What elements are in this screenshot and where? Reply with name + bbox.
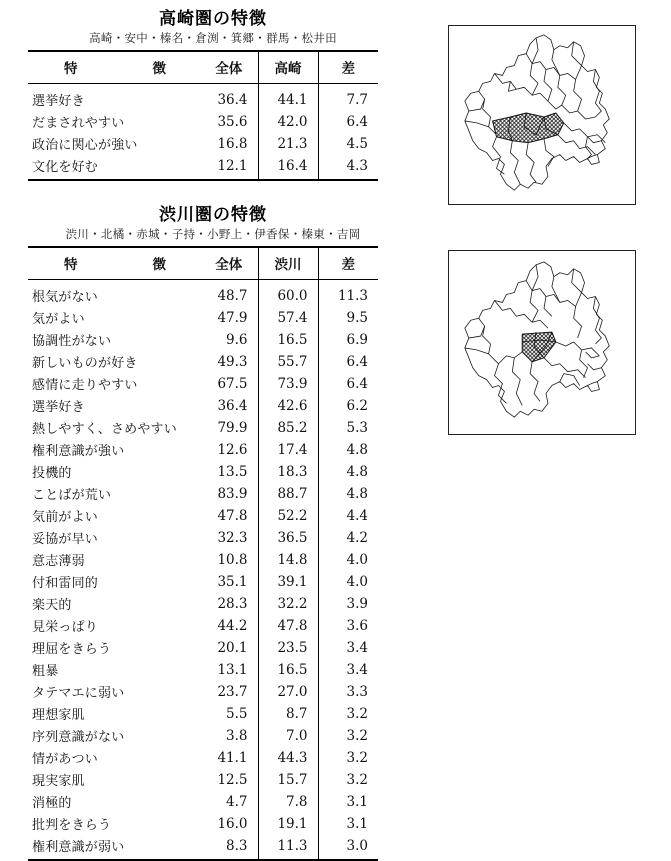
table-row (28, 659, 378, 681)
value-overall: 36.4 (200, 395, 258, 417)
table-title-takasaki: 高崎圏の特徴 (159, 9, 267, 29)
row-label: 批判をきらう (28, 813, 200, 835)
value-area: 16.5 (258, 659, 318, 681)
value-area: 23.5 (258, 637, 318, 659)
table-row (28, 615, 378, 637)
table-header-row (28, 247, 378, 280)
table-row (28, 703, 378, 725)
value-overall: 9.6 (200, 329, 258, 351)
table-title-shibukawa: 渋川圏の特徴 (159, 205, 267, 225)
value-overall: 3.8 (200, 725, 258, 747)
column-header-feature: 特 徴 (28, 247, 200, 280)
value-overall: 49.3 (200, 351, 258, 373)
value-difference: 5.3 (318, 417, 378, 439)
value-overall: 8.3 (200, 835, 258, 860)
table-row (28, 155, 378, 180)
value-difference: 3.9 (318, 593, 378, 615)
value-area: 16.4 (258, 155, 318, 180)
row-label: 妥協が早い (28, 527, 200, 549)
row-label: 協調性がない (28, 329, 200, 351)
value-overall: 4.7 (200, 791, 258, 813)
value-area: 7.0 (258, 725, 318, 747)
table-subtitle-takasaki: 高崎・安中・榛名・倉渕・箕郷・群馬・松井田 (89, 31, 337, 45)
value-difference: 4.3 (318, 155, 378, 180)
table-row (28, 593, 378, 615)
row-label: 意志薄弱 (28, 549, 200, 571)
row-label: 投機的 (28, 461, 200, 483)
value-difference: 3.2 (318, 747, 378, 769)
row-label: だまされやすい (28, 111, 200, 133)
value-difference: 6.4 (318, 373, 378, 395)
row-label: ことばが荒い (28, 483, 200, 505)
value-difference: 6.2 (318, 395, 378, 417)
table-row (28, 813, 378, 835)
table-block-takasaki (0, 4, 420, 181)
row-label: 権利意識が強い (28, 439, 200, 461)
value-difference: 3.4 (318, 637, 378, 659)
value-overall: 47.8 (200, 505, 258, 527)
row-label: 気前がよい (28, 505, 200, 527)
value-difference: 4.8 (318, 439, 378, 461)
map-shibukawa-region (448, 250, 636, 435)
row-label: 粗暴 (28, 659, 200, 681)
value-area: 39.1 (258, 571, 318, 593)
row-label: 理想家肌 (28, 703, 200, 725)
row-label: 選挙好き (28, 395, 200, 417)
table-row (28, 84, 378, 111)
value-overall: 79.9 (200, 417, 258, 439)
column-header-overall: 全体 (200, 247, 258, 280)
row-label: 現実家肌 (28, 769, 200, 791)
table-row (28, 417, 378, 439)
value-overall: 16.0 (200, 813, 258, 835)
value-area: 55.7 (258, 351, 318, 373)
value-overall: 67.5 (200, 373, 258, 395)
value-overall: 44.2 (200, 615, 258, 637)
table-header-row (28, 51, 378, 84)
table-row (28, 549, 378, 571)
value-area: 44.3 (258, 747, 318, 769)
row-label: 感情に走りやすい (28, 373, 200, 395)
value-area: 8.7 (258, 703, 318, 725)
value-difference: 6.4 (318, 351, 378, 373)
table-row (28, 111, 378, 133)
value-area: 14.8 (258, 549, 318, 571)
value-overall: 47.9 (200, 307, 258, 329)
row-label: 根気がない (28, 280, 200, 307)
row-label: 理屈をきらう (28, 637, 200, 659)
table-row (28, 527, 378, 549)
value-area: 7.8 (258, 791, 318, 813)
value-difference: 4.2 (318, 527, 378, 549)
value-difference: 3.2 (318, 769, 378, 791)
column-header-overall: 全体 (200, 51, 258, 84)
value-overall: 13.1 (200, 659, 258, 681)
table-row (28, 280, 378, 307)
column-header-area: 渋川 (258, 247, 318, 280)
value-overall: 48.7 (200, 280, 258, 307)
table-row (28, 329, 378, 351)
value-difference: 3.2 (318, 725, 378, 747)
value-overall: 12.6 (200, 439, 258, 461)
value-difference: 3.4 (318, 659, 378, 681)
map-takasaki-region (448, 25, 636, 205)
table-subtitle-shibukawa: 渋川・北橘・赤城・子持・小野上・伊香保・榛東・吉岡 (65, 227, 361, 241)
value-difference: 6.9 (318, 329, 378, 351)
value-overall: 36.4 (200, 84, 258, 111)
value-difference: 11.3 (318, 280, 378, 307)
table-row (28, 395, 378, 417)
column-header-area: 高崎 (258, 51, 318, 84)
value-overall: 28.3 (200, 593, 258, 615)
stat-table-shibukawa (28, 246, 378, 859)
value-overall: 12.1 (200, 155, 258, 180)
value-difference: 3.1 (318, 813, 378, 835)
stat-table-takasaki (28, 50, 378, 179)
value-area: 17.4 (258, 439, 318, 461)
value-area: 47.8 (258, 615, 318, 637)
row-label: 文化を好む (28, 155, 200, 180)
table-row (28, 133, 378, 155)
table-row (28, 439, 378, 461)
value-difference: 6.4 (318, 111, 378, 133)
row-label: 付和雷同的 (28, 571, 200, 593)
table-row (28, 769, 378, 791)
table-row (28, 681, 378, 703)
value-difference: 3.6 (318, 615, 378, 637)
row-label: 選挙好き (28, 84, 200, 111)
value-area: 19.1 (258, 813, 318, 835)
value-difference: 4.0 (318, 571, 378, 593)
value-overall: 35.6 (200, 111, 258, 133)
table-row (28, 461, 378, 483)
table-row (28, 725, 378, 747)
value-difference: 4.8 (318, 483, 378, 505)
row-label: 政治に関心が強い (28, 133, 200, 155)
value-overall: 13.5 (200, 461, 258, 483)
row-label: 序列意識がない (28, 725, 200, 747)
value-area: 27.0 (258, 681, 318, 703)
row-label: 情があつい (28, 747, 200, 769)
value-overall: 35.1 (200, 571, 258, 593)
value-area: 57.4 (258, 307, 318, 329)
value-area: 60.0 (258, 280, 318, 307)
table-row (28, 483, 378, 505)
value-overall: 12.5 (200, 769, 258, 791)
row-label: 熱しやすく、さめやすい (28, 417, 200, 439)
value-area: 42.6 (258, 395, 318, 417)
table-row (28, 835, 378, 860)
table-bottom-rule (28, 179, 378, 181)
value-difference: 3.1 (318, 791, 378, 813)
row-label: 気がよい (28, 307, 200, 329)
value-difference: 3.0 (318, 835, 378, 860)
row-label: 楽天的 (28, 593, 200, 615)
value-difference: 3.3 (318, 681, 378, 703)
table-row (28, 505, 378, 527)
table-row (28, 747, 378, 769)
column-header-difference: 差 (318, 247, 378, 280)
value-area: 88.7 (258, 483, 318, 505)
value-overall: 20.1 (200, 637, 258, 659)
gunma-prefecture-map-takasaki (449, 26, 635, 204)
value-area: 32.2 (258, 593, 318, 615)
value-overall: 10.8 (200, 549, 258, 571)
value-area: 85.2 (258, 417, 318, 439)
value-difference: 7.7 (318, 84, 378, 111)
table-row (28, 637, 378, 659)
value-overall: 32.3 (200, 527, 258, 549)
value-overall: 83.9 (200, 483, 258, 505)
row-label: 見栄っぱり (28, 615, 200, 637)
value-difference: 4.8 (318, 461, 378, 483)
value-difference: 4.4 (318, 505, 378, 527)
table-row (28, 373, 378, 395)
value-area: 11.3 (258, 835, 318, 860)
value-area: 52.2 (258, 505, 318, 527)
row-label: 消極的 (28, 791, 200, 813)
column-header-feature: 特 徴 (28, 51, 200, 84)
maps-column (430, 0, 671, 800)
value-area: 21.3 (258, 133, 318, 155)
value-area: 16.5 (258, 329, 318, 351)
value-difference: 4.5 (318, 133, 378, 155)
value-area: 73.9 (258, 373, 318, 395)
value-area: 36.5 (258, 527, 318, 549)
value-area: 44.1 (258, 84, 318, 111)
value-area: 18.3 (258, 461, 318, 483)
gunma-prefecture-map-shibukawa (449, 251, 635, 434)
value-overall: 23.7 (200, 681, 258, 703)
value-difference: 9.5 (318, 307, 378, 329)
table-row (28, 307, 378, 329)
value-area: 42.0 (258, 111, 318, 133)
value-difference: 3.2 (318, 703, 378, 725)
value-overall: 16.8 (200, 133, 258, 155)
table-row (28, 571, 378, 593)
table-block-shibukawa (0, 200, 420, 861)
value-area: 15.7 (258, 769, 318, 791)
row-label: 権利意識が弱い (28, 835, 200, 860)
value-difference: 4.0 (318, 549, 378, 571)
row-label: 新しいものが好き (28, 351, 200, 373)
value-overall: 41.1 (200, 747, 258, 769)
table-row (28, 351, 378, 373)
row-label: タテマエに弱い (28, 681, 200, 703)
column-header-difference: 差 (318, 51, 378, 84)
value-overall: 5.5 (200, 703, 258, 725)
table-row (28, 791, 378, 813)
